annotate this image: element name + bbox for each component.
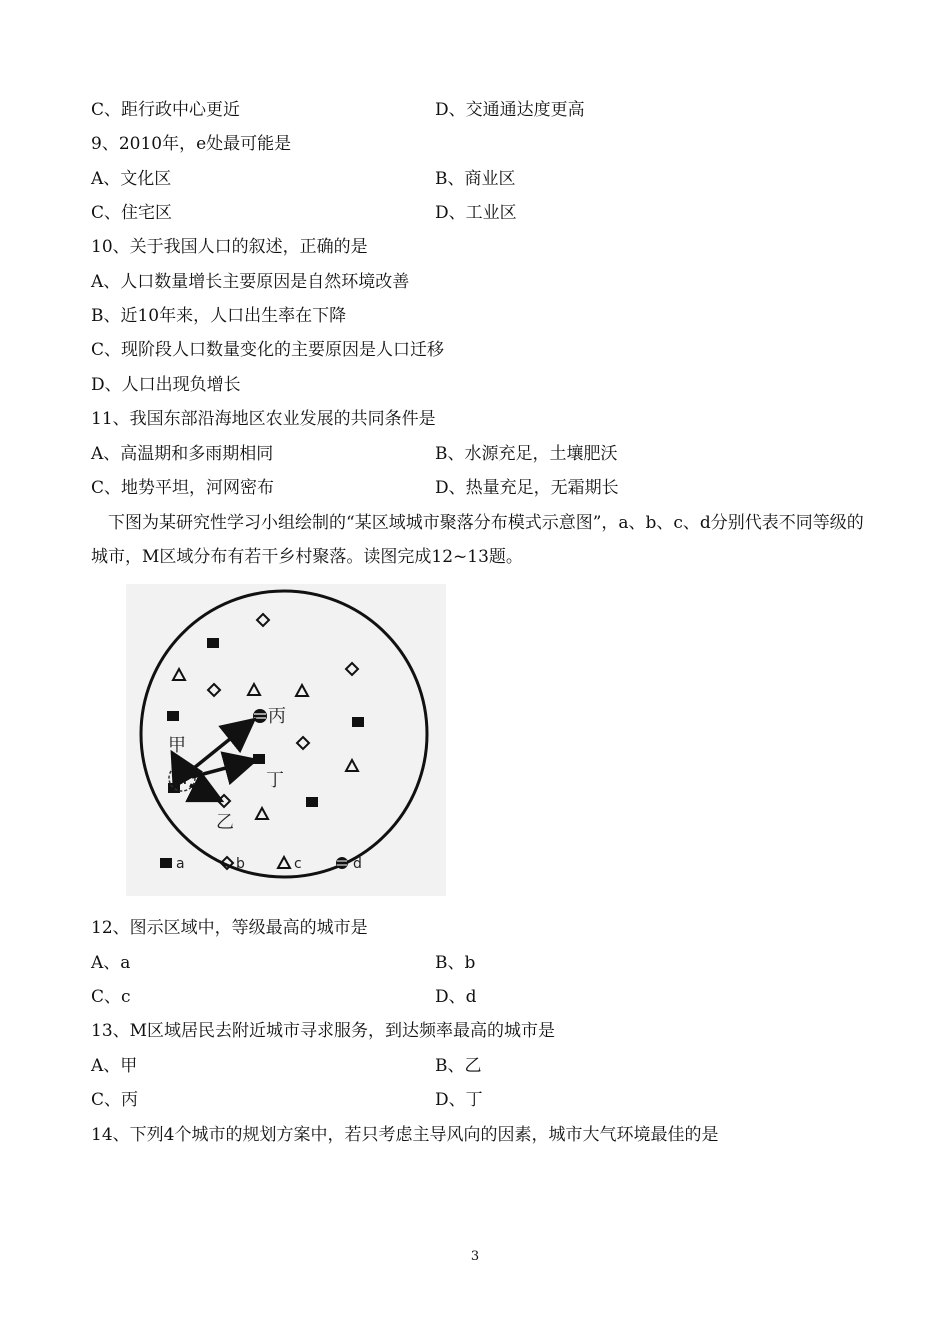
legend-c-icon [278, 857, 290, 868]
figure-intro: 下图为某研究性学习小组绘制的“某区域城市聚落分布模式示意图”，a、b、c、d分别代表不同等级的城市，M区域分布有若干乡村聚落。读图完成12~13题。 [91, 513, 864, 567]
m-region-label: M [172, 768, 188, 789]
q8-option-c: C、距行政中心更近 [91, 100, 241, 120]
city-a-icon [306, 797, 318, 807]
city-b-icon [257, 614, 269, 626]
q10-option-a: A、人口数量增长主要原因是自然环境改善 [91, 272, 410, 292]
legend-b-label: b [236, 856, 245, 872]
q10-stem: 10、关于我国人口的叙述，正确的是 [91, 237, 368, 257]
region-boundary [141, 591, 427, 877]
q9-option-b: B、商业区 [435, 169, 516, 189]
q9-stem: 9、2010年，e处最可能是 [91, 134, 292, 154]
city-c-icon [256, 808, 268, 819]
legend-d-label: d [353, 856, 362, 872]
q8-option-d: D、交通通达度更高 [435, 100, 585, 120]
legend-a-label: a [176, 856, 185, 872]
q12-option-b: B、b [435, 953, 476, 973]
q12-option-c: C、c [91, 987, 131, 1007]
arrow-to-yi [190, 785, 218, 799]
city-c-icon [248, 684, 260, 695]
city-b-icon [346, 663, 358, 675]
q13-option-a: A、甲 [91, 1056, 138, 1076]
city-a-icon [253, 754, 265, 764]
q13-stem: 13、M区域居民去附近城市寻求服务，到达频率最高的城市是 [91, 1021, 556, 1041]
city-d-marker [253, 709, 267, 723]
q11-option-c: C、地势平坦，河网密布 [91, 478, 275, 498]
q10-option-d: D、人口出现负增长 [91, 375, 241, 395]
q11-stem: 11、我国东部沿海地区农业发展的共同条件是 [91, 409, 436, 429]
legend-c-label: c [294, 856, 302, 872]
city-b-icon [208, 684, 220, 696]
q9-option-a: A、文化区 [91, 169, 172, 189]
q9-option-d: D、工业区 [435, 203, 517, 223]
city-a-icon [352, 717, 364, 727]
city-c-markers [173, 669, 358, 819]
q12-stem: 12、图示区域中，等级最高的城市是 [91, 918, 368, 938]
q12-option-d: D、d [435, 987, 477, 1007]
legend-a-icon [160, 858, 172, 868]
settlement-diagram [126, 584, 446, 896]
q11-option-a: A、高温期和多雨期相同 [91, 444, 274, 464]
label-ding: 丁 [266, 770, 284, 791]
city-a-icon [167, 711, 179, 721]
page-number: 3 [470, 1249, 480, 1264]
q11-option-b: B、水源充足，土壤肥沃 [435, 444, 618, 464]
q13-option-c: C、丙 [91, 1090, 139, 1110]
q13-option-b: B、乙 [435, 1056, 482, 1076]
city-a-icon [207, 638, 219, 648]
city-d-icon [253, 709, 267, 723]
city-c-icon [296, 685, 308, 696]
q11-option-d: D、热量充足，无霜期长 [435, 478, 619, 498]
label-jia: 甲 [168, 735, 186, 756]
q14-stem: 14、下列4个城市的规划方案中，若只考虑主导风向的因素，城市大气环境最佳的是 [91, 1125, 719, 1145]
city-c-icon [346, 760, 358, 771]
q10-option-b: B、近10年来，人口出生率在下降 [91, 306, 347, 326]
q13-option-d: D、丁 [435, 1090, 483, 1110]
q10-option-c: C、现阶段人口数量变化的主要原因是人口迁移 [91, 340, 445, 360]
q12-option-a: A、a [91, 953, 131, 973]
city-c-icon [173, 669, 185, 680]
label-yi: 乙 [216, 812, 234, 833]
settlement-diagram-svg [126, 584, 446, 896]
q9-option-c: C、住宅区 [91, 203, 173, 223]
legend-d-icon [336, 857, 348, 869]
label-bing: 丙 [268, 706, 286, 727]
city-b-icon [218, 795, 230, 807]
city-b-icon [297, 737, 309, 749]
